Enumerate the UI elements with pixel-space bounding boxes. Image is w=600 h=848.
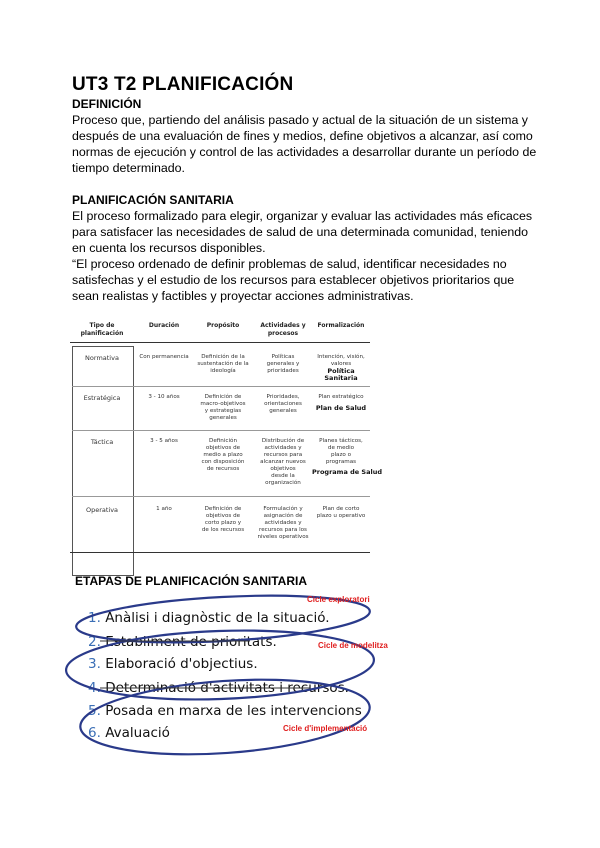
table-cell-actividades: Políticas generales y prioridades <box>266 354 300 374</box>
table-cell-duracion: Con permanencia <box>139 354 189 360</box>
annotation-exploratory-cycle: Cicle exploratori <box>307 595 370 604</box>
definicion-line: Proceso que, partiendo del análisis pasado y actual de la situación de un sistema y <box>72 113 528 127</box>
stage-item: 2. Establiment de prioritats. <box>88 634 277 650</box>
table-cell-formalizacion: Planes tácticos, de medio plazo o programas Programa de Salud <box>312 438 383 476</box>
table-cell-duracion: 3 - 10 años <box>148 394 180 400</box>
stage-item: 5. Posada en marxa de les intervencions <box>88 703 362 719</box>
table-cell-proposito: Definición de macro-objetivos y estrategias generales <box>200 394 246 421</box>
table-header-duracion: Duración <box>148 322 180 329</box>
table-cell-actividades: Prioridades, orientaciones generales <box>264 394 302 414</box>
stage-item: 1. Anàlisi i diagnòstic de la situació. <box>88 610 330 626</box>
table-cell-actividades: Formulación y asignación de actividades y recursos para los niveles operativos <box>257 506 309 540</box>
table-cell-proposito: Definición de la sustentación de la ideología <box>197 354 249 374</box>
sanitaria-line: satisfechas y el estudio de los recursos para establecer objetivos prioritarios que <box>72 273 515 287</box>
definicion-line: tiempo determinado. <box>72 161 185 175</box>
table-cell-formalizacion: Intención, visión, valores Política Sanitaria <box>317 354 365 382</box>
table-row-tipo: Táctica <box>90 438 114 446</box>
page-title: UT3 T2 PLANIFICACIÓN <box>72 74 294 95</box>
table-row-tipo: Operativa <box>85 506 119 514</box>
table-cell-formalizacion: Plan de corto plazo u operativo <box>316 506 366 519</box>
table-cell-proposito: Definición de objetivos de corto plazo y de los recursos <box>201 506 245 533</box>
sanitaria-line: para satisfacer las necesidades de salud de una determinada comunidad, teniendo <box>72 225 529 239</box>
modelling-cycle-ellipse <box>65 626 375 705</box>
table-cell-duracion: 3 - 5 años <box>150 438 178 444</box>
table-header-tipo: Tipo de planificación <box>80 322 124 337</box>
table-header-formalizacion: Formalización <box>317 322 365 329</box>
stage-item: 3. Elaboració d'objectius. <box>88 656 258 672</box>
sanitaria-line: El proceso formalizado para elegir, organizar y evaluar las actividades más eficaces <box>72 209 533 223</box>
annotation-implementation-cycle: Cicle d'implementació <box>283 724 368 733</box>
definicion-line: después de una evaluación de fines y medios, define objetivos a alcanzar, así como <box>72 129 533 143</box>
table-cell-duracion: 1 año <box>156 506 172 512</box>
table-header-actividades: Actividades y procesos <box>260 322 306 337</box>
definicion-heading: DEFINICIÓN <box>72 97 142 111</box>
sanitaria-heading: PLANIFICACIÓN SANITARIA <box>72 193 234 207</box>
implementation-cycle-ellipse <box>78 671 372 763</box>
table-row-tipo: Normativa <box>85 354 119 362</box>
stage-item: 4. Determinació d'activitats i recursos. <box>88 680 349 696</box>
sanitaria-line: sean realistas y factibles y proyectar acciones administrativas. <box>72 289 414 303</box>
etapas-heading: ETAPAS DE PLANIFICACIÓN SANITARIA <box>75 574 308 588</box>
sanitaria-line: “El proceso ordenado de definir problemas de salud, identificar necesidades no <box>72 257 507 271</box>
table-row-tipo: Estratégica <box>83 394 121 402</box>
sanitaria-line: en cuenta los recursos disponibles. <box>72 241 266 255</box>
stage-item: 6. Avaluació <box>88 725 170 741</box>
table-cell-proposito: Definición objetivos de medio a plazo con disposición de recursos <box>201 438 245 472</box>
definicion-line: normas de ejecución y control de las actividades a desarrollar durante un período de <box>72 145 537 159</box>
annotation-modelling-cycle: Cicle de modelitza <box>318 641 388 650</box>
table-cell-formalizacion: Plan estratégico Plan de Salud <box>315 394 367 412</box>
table-header-proposito: Propósito <box>206 322 240 329</box>
table-cell-actividades: Distribución de actividades y recursos para alcanzar nuevos objetivos desde la organización <box>260 438 306 486</box>
